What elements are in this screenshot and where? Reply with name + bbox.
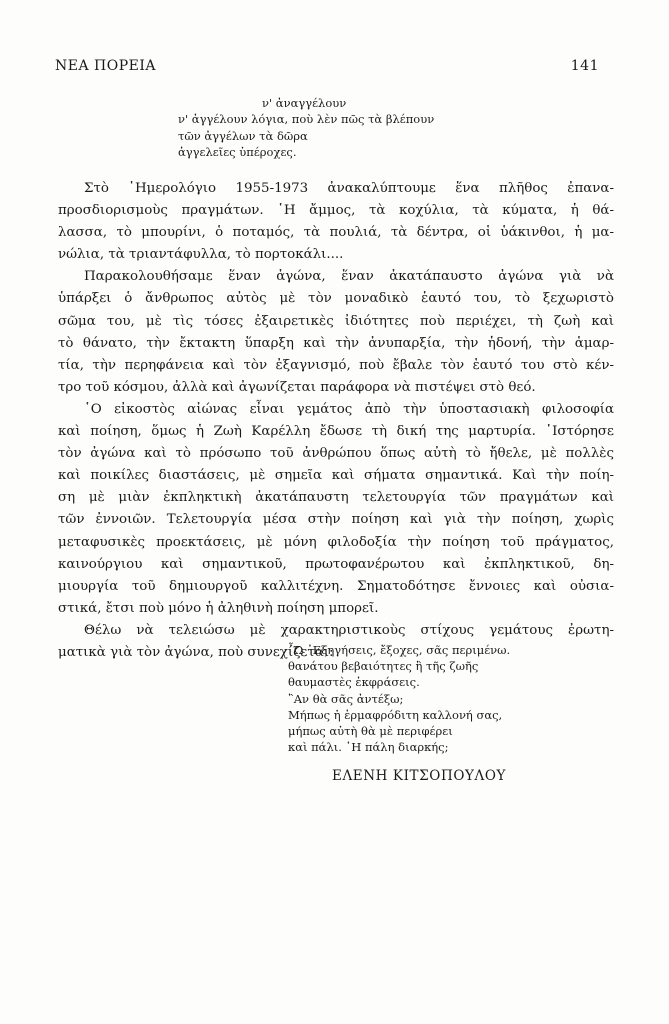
poem-line: ῏Ω ᾿Εξηγήσεις, ἔξοχες, σᾶς περιμένω. — [288, 643, 511, 657]
poem-line: ῍Αν θὰ σᾶς ἀντέξω; — [288, 691, 404, 706]
poem-excerpt-top — [178, 111, 434, 161]
poem-excerpt-bottom — [288, 642, 510, 755]
body-line: τὸ θάνατο, τὴν ἔκτακτη ὕπαρξη καὶ τὴν ἀνυπαρξία, τὴν ἡδονή, τὴν ἁμαρ- — [58, 335, 614, 351]
body-line: λασσα, τὸ μπουρίνι, ὁ ποταμός, τὰ πουλιά, τὰ δέντρα, οἱ ὑάκινθοι, ἡ μα- — [58, 225, 614, 241]
body-line: τρο τοῦ κόσμου, ἀλλὰ καὶ ἀγωνίζεται παράφορα νὰ πιστέψει στὸ θεό. — [58, 379, 536, 395]
poem-line: ἀγγελεῖες ὑπέροχες. — [178, 145, 297, 160]
body-line: προσδιορισμοὺς πραγμάτων. ῾Η ἄμμος, τὰ κοχύλια, τὰ κύματα, ἡ θά- — [58, 203, 614, 219]
body-line: ῾Ο εἰκοστὸς αἰώνας εἶναι γεμάτος ἀπὸ τὴν ὑποστασιακὴ φιλοσοφία — [84, 401, 614, 417]
article-body — [58, 178, 614, 664]
body-line: σῶμα του, μὲ τὶς τόσες ἐξαιρετικὲς ἰδιότητες ποὺ περιέχει, τὴ ζωὴ καὶ — [58, 313, 614, 329]
body-line: νώλια, τὰ τριαντάφυλλα, τὸ πορτοκάλι.... — [58, 247, 344, 263]
poem-line: μήπως αὐτὴ θὰ μὲ περιφέρει — [288, 724, 453, 739]
author-signature: ΕΛΕΝΗ ΚΙΤΣΟΠΟΥΛΟΥ — [332, 768, 507, 784]
page-header — [55, 58, 599, 74]
body-line: Θέλω νὰ τελειώσω μὲ χαρακτηριστικοὺς στίχους γεμάτους ἐρωτη- — [84, 622, 614, 638]
body-line: στικά, ἔτσι ποὺ μόνο ἡ ἀληθινὴ ποίηση μπορεῖ. — [58, 600, 379, 616]
poem-line: ν' ἀναγγέλουν — [262, 96, 347, 110]
body-line: Παρακολουθήσαμε ἕναν ἀγώνα, ἕναν ἀκατάπαυστο ἀγώνα γιὰ νὰ — [84, 269, 614, 285]
body-line: ση μὲ μιὰν ἐκπληκτικὴ ἀκατάπαυστη τελετουργία τῶν πραγμάτων καὶ — [58, 490, 614, 506]
body-line: καὶ ποικίλες διαστάσεις, μὲ σημεῖα καὶ σήματα σημαντικά. Καὶ τὴν ποίη- — [58, 468, 614, 484]
poem-line: θαυμαστὲς ἐκφράσεις. — [288, 675, 420, 690]
journal-title: ΝΕΑ ΠΟΡΕΙΑ — [55, 58, 156, 74]
body-line: μεταφυσικὲς προεκτάσεις, μὲ μόνη φιλοδοξία τὴν ποίηση τοῦ πράγματος, — [58, 534, 614, 550]
poem-line: Μήπως ἡ ἑρμαφρόδιτη καλλονή σας, — [288, 707, 503, 722]
poem-excerpt-top-first — [262, 95, 346, 112]
body-line: καὶ ποίηση, ὅμως ἡ Ζωὴ Καρέλλη ἔδωσε τὴ δική της μαρτυρία. ῾Ιστόρησε — [58, 424, 614, 440]
poem-line: θανάτου βεβαιότητες ἢ τῆς ζωῆς — [288, 659, 479, 674]
body-line: ματικὰ γιὰ τὸν ἀγώνα, ποὺ συνεχίζεται: — [58, 644, 334, 660]
body-line: μιουργία τοῦ δημιουργοῦ καλλιτέχνη. Σηματοδότησε ἔννοιες καὶ οὐσια- — [58, 578, 614, 594]
page-number: 141 — [570, 58, 599, 74]
body-line: ὑπάρξει ὁ ἄνθρωπος αὐτὸς μὲ τὸν μοναδικὸ ἑαυτό του, τὸ ξεχωριστὸ — [58, 291, 614, 307]
body-line: τὸν ἀγώνα καὶ τὸ πρόσωπο τοῦ ἀνθρώπου ὅπως αὐτὴ τὸ ἤθελε, μὲ πολλὲς — [58, 446, 614, 462]
body-line: τία, τὴν περηφάνεια καὶ τὸν ἐξαγνισμό, ποὺ ἔβαλε τὸν ἑαυτό του στὸ κέν- — [58, 357, 614, 373]
body-line: καινούργιου καὶ σημαντικοῦ, πρωτοφανέρωτου καὶ ἐκπληκτικοῦ, δη- — [58, 556, 614, 572]
poem-line: τῶν ἀγγέλων τὰ δῶρα — [178, 128, 308, 143]
poem-line: ν' ἀγγέλουν λόγια, ποὺ λὲν πῶς τὰ βλέπουν — [178, 112, 435, 126]
body-line: τῶν ἐννοιῶν. Τελετουργία μέσα στὴν ποίηση καὶ γιὰ τὴν ποίηση, χωρὶς — [58, 512, 614, 528]
body-line: Στὸ ῾Ημερολόγιο 1955-1973 ἀνακαλύπτουμε ἕνα πλῆθος ἐπανα- — [84, 181, 614, 196]
poem-line: καὶ πάλι. ῾Η πάλη διαρκής; — [288, 740, 449, 755]
